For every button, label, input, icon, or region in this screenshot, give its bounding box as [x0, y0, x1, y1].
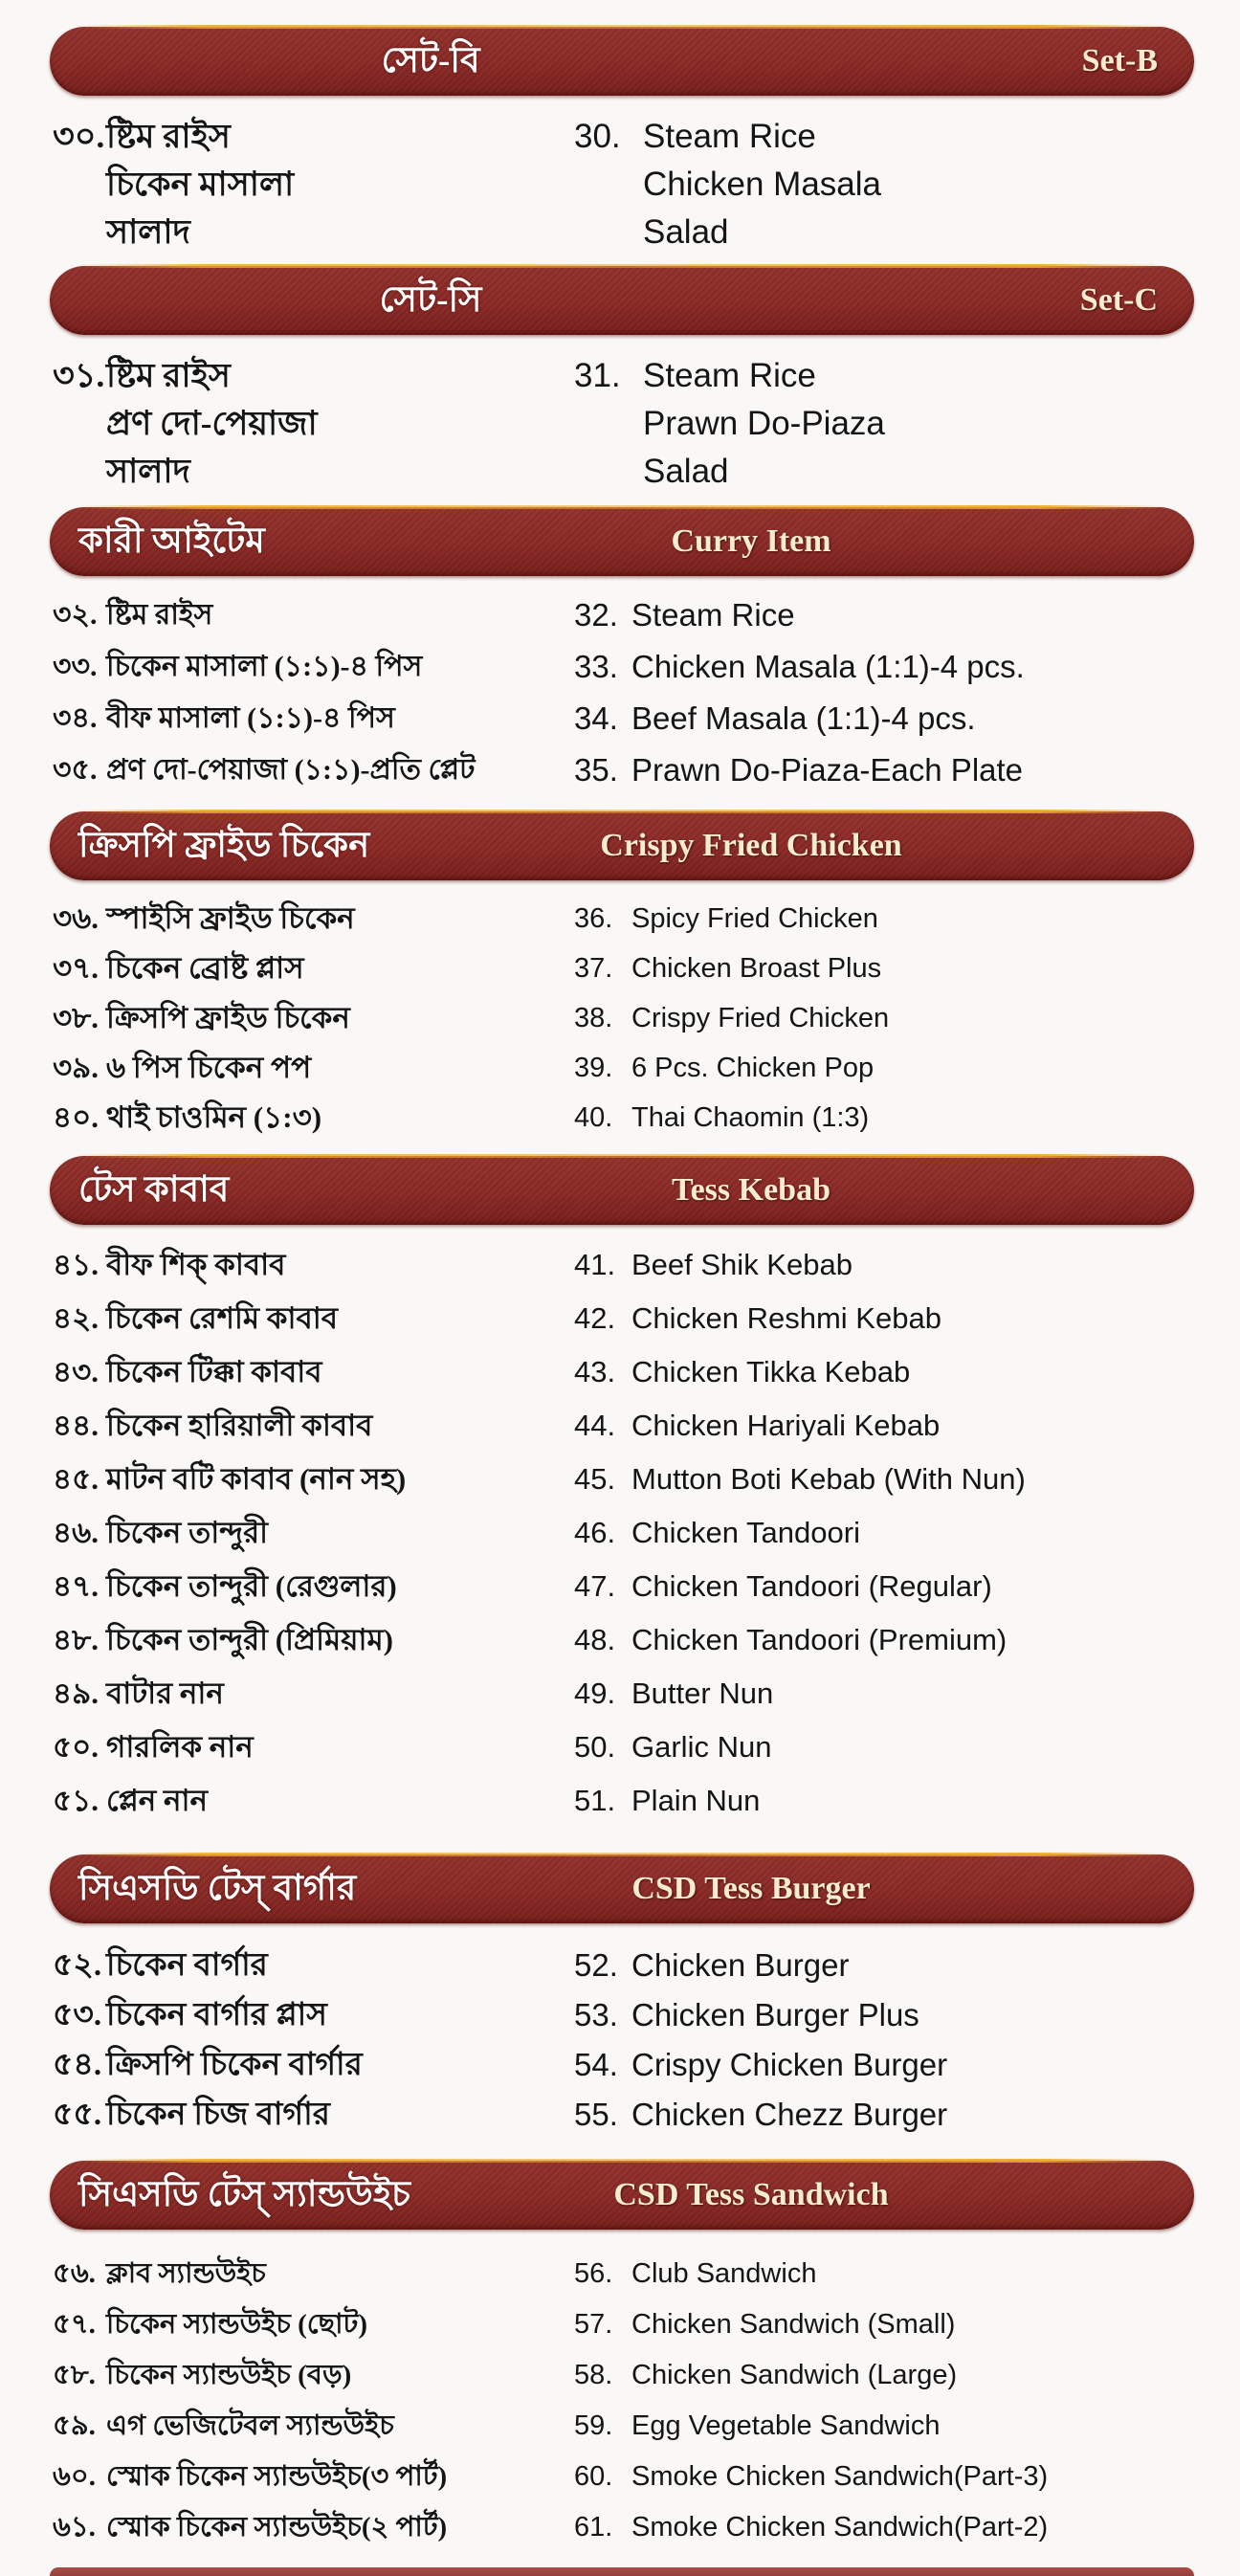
section-items-curry	[53, 589, 1193, 796]
item-number-bengali: ৪৮.	[53, 1623, 99, 1656]
section-header-csd-tess-burger	[50, 1854, 1194, 1923]
menu-item-row	[53, 1721, 1193, 1774]
item-name-english: Steam Rice	[643, 357, 816, 394]
item-name-english: Chicken Hariyali Kebab	[631, 1409, 941, 1442]
menu-item-row	[53, 400, 1193, 448]
item-name-english: Chicken Chezz Burger	[631, 2097, 948, 2132]
item-number-english: 51.	[574, 1784, 616, 1817]
menu-item-row	[53, 2090, 1193, 2140]
section-header-set-b	[50, 27, 1194, 96]
item-number-english: 36.	[574, 903, 613, 934]
item-number-english: 30.	[574, 118, 621, 155]
section-title-english: Tess Kebab	[672, 1172, 830, 1208]
item-number-english: 39.	[574, 1053, 613, 1083]
item-number-english: 55.	[574, 2097, 618, 2132]
menu-item-row	[53, 641, 1193, 693]
item-number-bengali: ৩১.	[53, 357, 105, 394]
item-number-bengali: ৫৮.	[53, 2360, 96, 2390]
section-title-bengali: সেট-সি	[379, 279, 482, 320]
menu-item-row	[53, 744, 1193, 796]
item-number-english: 53.	[574, 1997, 618, 2032]
section-title-english: CSD Tess Burger	[631, 1871, 871, 1906]
menu-item-row	[53, 352, 1193, 400]
item-number-bengali: ৫৩.	[53, 1998, 102, 2032]
menu-item-row	[53, 2502, 1193, 2553]
section-header-crispy-fried-chicken	[50, 811, 1194, 880]
item-number-bengali: ৪৫.	[53, 1462, 99, 1496]
item-number-english: 38.	[574, 1003, 613, 1033]
menu-item-row	[53, 2040, 1193, 2090]
item-name-english: Prawn Do-Piaza-Each Plate	[631, 752, 1024, 788]
item-number-english: 46.	[574, 1516, 616, 1549]
item-name-bengali: ক্লাব স্যান্ডউইচ	[106, 2258, 266, 2289]
item-number-english: 54.	[574, 2047, 618, 2082]
item-number-english: 33.	[574, 649, 618, 684]
item-name-english: Prawn Do-Piaza	[643, 405, 885, 442]
item-name-bengali: চিকেন রেশমি কাবাব	[106, 1301, 338, 1335]
item-name-bengali: চিকেন স্যান্ডউইচ (বড়)	[106, 2360, 352, 2390]
section-header-curry-item	[50, 507, 1194, 576]
item-name-bengali: ষ্টিম রাইস	[106, 599, 213, 631]
menu-item-row	[53, 2350, 1193, 2401]
item-name-english: Beef Shik Kebab	[631, 1248, 852, 1281]
item-name-english: Chicken Masala (1:1)-4 pcs.	[631, 649, 1025, 684]
item-name-bengali: ষ্টিম রাইস	[106, 118, 231, 155]
menu-item-row	[53, 1990, 1193, 2040]
menu-item-row	[53, 589, 1193, 641]
item-name-bengali: চিকেন তান্দুরী	[106, 1516, 269, 1549]
menu-item-row	[53, 1093, 1193, 1143]
next-section-bar-partial	[50, 2567, 1194, 2576]
menu-item-row	[53, 1453, 1193, 1506]
item-number-english: 43.	[574, 1355, 616, 1388]
section-title-english: Curry Item	[671, 523, 831, 559]
item-number-bengali: ৪৬.	[53, 1516, 100, 1549]
item-number-bengali: ৩৩.	[53, 651, 98, 682]
item-number-english: 61.	[574, 2512, 613, 2543]
item-name-bengali: চিকেন চিজ বার্গার	[106, 2098, 330, 2132]
section-title-bengali: টেস কাবাব	[78, 1169, 230, 1210]
menu-item-row	[53, 2401, 1193, 2452]
item-name-bengali: স্মোক চিকেন স্যান্ডউইচ(৩ পার্ট)	[106, 2461, 448, 2492]
item-name-english: Chicken Burger	[631, 1947, 850, 1983]
section-title-english: Crispy Fried Chicken	[600, 828, 902, 863]
item-name-bengali: গারলিক নান	[106, 1730, 254, 1764]
item-name-english: Salad	[643, 213, 729, 251]
item-number-bengali: ৬১.	[53, 2512, 96, 2543]
item-number-english: 45.	[574, 1462, 616, 1496]
item-number-english: 34.	[574, 700, 618, 736]
item-number-bengali: ৫৬.	[53, 2258, 96, 2289]
menu-item-row	[53, 993, 1193, 1043]
menu-item-row	[53, 1560, 1193, 1613]
section-items-set-c	[53, 350, 1193, 496]
item-name-bengali: বাটার নান	[106, 1677, 224, 1710]
item-name-bengali: চিকেন হারিয়ালী কাবাব	[106, 1409, 373, 1442]
item-number-bengali: ৩৫.	[53, 754, 98, 786]
item-name-english: Chicken Sandwich (Small)	[631, 2309, 956, 2340]
menu-item-row	[53, 894, 1193, 944]
item-name-bengali: স্মোক চিকেন স্যান্ডউইচ(২ পার্ট)	[106, 2512, 448, 2543]
item-name-bengali: প্লেন নান	[106, 1784, 208, 1817]
item-name-bengali: বীফ মাসালা (১:১)-৪ পিস	[106, 702, 395, 734]
item-number-english: 56.	[574, 2258, 613, 2289]
item-name-english: Salad	[643, 453, 729, 490]
item-number-bengali: ৩৪.	[53, 702, 98, 734]
item-name-bengali: চিকেন স্যান্ডউইচ (ছোট)	[106, 2309, 368, 2340]
item-name-english: Steam Rice	[631, 597, 795, 633]
menu-item-row	[53, 1613, 1193, 1667]
item-name-english: Chicken Tikka Kebab	[631, 1355, 911, 1388]
menu-item-row	[53, 1774, 1193, 1828]
item-name-bengali: প্রণ দো-পেয়াজা	[106, 405, 318, 442]
item-name-english: Club Sandwich	[631, 2258, 817, 2289]
menu-item-row	[53, 944, 1193, 993]
section-header-csd-tess-sandwich	[50, 2161, 1194, 2230]
section-title-bengali: সেট-বি	[381, 40, 480, 80]
item-number-english: 58.	[574, 2360, 613, 2390]
item-name-bengali: ষ্টিম রাইস	[106, 357, 231, 394]
section-title-bengali: সিএসডি টেস্ বার্গার	[78, 1868, 357, 1908]
item-name-english: Garlic Nun	[631, 1730, 772, 1764]
item-number-bengali: ৩৮.	[53, 1001, 100, 1034]
menu-item-row	[53, 209, 1193, 256]
item-name-bengali: থাই চাওমিন (১:৩)	[106, 1100, 322, 1134]
item-number-english: 42.	[574, 1301, 616, 1335]
item-number-bengali: ৩৯.	[53, 1051, 100, 1084]
item-number-english: 59.	[574, 2410, 613, 2441]
item-name-english: Butter Nun	[631, 1677, 774, 1710]
section-title-english: Set-C	[1079, 282, 1158, 318]
item-number-bengali: ৫৪.	[53, 2048, 102, 2082]
item-name-bengali: ৬ পিস চিকেন পপ	[106, 1051, 312, 1084]
item-number-english: 41.	[574, 1248, 616, 1281]
item-number-bengali: ৬০.	[53, 2461, 96, 2492]
item-number-bengali: ৫০.	[53, 1730, 100, 1764]
item-number-bengali: ৪২.	[53, 1301, 100, 1335]
item-number-english: 47.	[574, 1569, 616, 1603]
item-name-bengali: চিকেন তান্দুরী (রেগুলার)	[106, 1569, 397, 1603]
section-title-english: CSD Tess Sandwich	[613, 2177, 889, 2212]
menu-item-row	[53, 1043, 1193, 1093]
item-number-bengali: ৪০.	[53, 1100, 100, 1134]
item-name-bengali: চিকেন বার্গার	[106, 1948, 268, 1983]
item-number-english: 40.	[574, 1102, 613, 1133]
section-items-set-b	[53, 111, 1193, 256]
section-items-burger	[53, 1941, 1193, 2140]
item-number-english: 57.	[574, 2309, 613, 2340]
item-name-english: Chicken Burger Plus	[631, 1997, 919, 2032]
menu-item-row	[53, 1667, 1193, 1721]
item-number-bengali: ৩৬.	[53, 901, 100, 935]
item-name-bengali: সালাদ	[106, 213, 190, 251]
item-name-english: Spicy Fried Chicken	[631, 903, 878, 934]
item-name-bengali: চিকেন মাসালা (১:১)-৪ পিস	[106, 651, 423, 682]
item-number-bengali: ৩০.	[53, 118, 105, 155]
section-title-bengali: সিএসডি টেস্ স্যান্ডউইচ	[78, 2174, 411, 2214]
item-name-english: Egg Vegetable Sandwich	[631, 2410, 941, 2441]
item-number-bengali: ৫৫.	[53, 2098, 102, 2132]
item-number-english: 50.	[574, 1730, 616, 1764]
item-number-bengali: ৫৯.	[53, 2410, 96, 2441]
menu-item-row	[53, 1506, 1193, 1560]
item-number-bengali: ৪৭.	[53, 1569, 100, 1603]
menu-item-row	[53, 1238, 1193, 1292]
item-name-bengali: চিকেন টিক্কা কাবাব	[106, 1355, 322, 1388]
section-header-tess-kebab	[50, 1156, 1194, 1225]
section-header-set-c	[50, 266, 1194, 335]
item-number-bengali: ৪৩.	[53, 1355, 100, 1388]
menu-item-row	[53, 1292, 1193, 1345]
item-number-english: 31.	[574, 357, 621, 394]
item-number-english: 49.	[574, 1677, 616, 1710]
item-number-bengali: ৪১.	[53, 1248, 99, 1281]
menu-item-row	[53, 448, 1193, 496]
item-name-english: Mutton Boti Kebab (With Nun)	[631, 1462, 1026, 1496]
menu-item-row	[53, 161, 1193, 209]
item-number-english: 44.	[574, 1409, 616, 1442]
item-name-english: Plain Nun	[631, 1784, 761, 1817]
menu-item-row	[53, 2249, 1193, 2299]
item-name-english: Crispy Chicken Burger	[631, 2047, 948, 2082]
item-number-bengali: ৫৭.	[53, 2309, 96, 2340]
item-name-english: Chicken Tandoori (Regular)	[631, 1569, 992, 1603]
section-items-kebab	[53, 1238, 1193, 1828]
item-name-bengali: সালাদ	[106, 453, 190, 490]
menu-item-row	[53, 1941, 1193, 1990]
item-name-english: 6 Pcs. Chicken Pop	[631, 1053, 875, 1083]
item-name-english: Chicken Masala	[643, 166, 881, 203]
item-name-bengali: চিকেন তান্দুরী (প্রিমিয়াম)	[106, 1623, 393, 1656]
item-number-english: 48.	[574, 1623, 616, 1656]
item-name-english: Chicken Sandwich (Large)	[631, 2360, 958, 2390]
item-name-bengali: ক্রিসপি ফ্রাইড চিকেন	[106, 1001, 350, 1034]
section-items-sandwich	[53, 2249, 1193, 2553]
menu-item-row	[53, 1399, 1193, 1453]
item-name-bengali: চিকেন বার্গার প্লাস	[106, 1998, 327, 2032]
item-number-english: 52.	[574, 1947, 618, 1983]
item-name-english: Crispy Fried Chicken	[631, 1003, 890, 1033]
section-title-bengali: ক্রিসপি ফ্রাইড চিকেন	[78, 825, 370, 865]
item-name-english: Steam Rice	[643, 118, 816, 155]
item-number-bengali: ৪৪.	[53, 1409, 99, 1442]
item-number-bengali: ৩২.	[53, 599, 98, 631]
item-name-bengali: এগ ভেজিটেবল স্যান্ডউইচ	[106, 2410, 394, 2441]
item-name-english: Chicken Reshmi Kebab	[631, 1301, 941, 1335]
item-name-bengali: বীফ শিক্ কাবাব	[106, 1248, 286, 1281]
item-number-english: 60.	[574, 2461, 613, 2492]
item-number-bengali: ৫১.	[53, 1784, 99, 1817]
item-number-english: 32.	[574, 597, 618, 633]
menu-item-row	[53, 2299, 1193, 2350]
item-name-bengali: চিকেন মাসালা	[106, 166, 295, 203]
menu-item-row	[53, 693, 1193, 744]
item-number-bengali: ৪৯.	[53, 1677, 99, 1710]
menu-item-row	[53, 2452, 1193, 2502]
menu-item-row	[53, 113, 1193, 161]
item-name-bengali: মাটন বটি কাবাব (নান সহ)	[106, 1462, 407, 1496]
item-name-bengali: ক্রিসপি চিকেন বার্গার	[106, 2048, 363, 2082]
section-items-crispy	[53, 894, 1193, 1143]
item-number-bengali: ৫২.	[53, 1948, 102, 1983]
item-name-bengali: প্রণ দো-পেয়াজা (১:১)-প্রতি প্লেট	[106, 754, 476, 786]
item-number-english: 35.	[574, 752, 618, 788]
item-name-english: Smoke Chicken Sandwich(Part-2)	[631, 2512, 1049, 2543]
item-name-english: Chicken Broast Plus	[631, 953, 882, 984]
item-name-english: Thai Chaomin (1:3)	[631, 1102, 870, 1133]
item-name-english: Chicken Tandoori (Premium)	[631, 1623, 1008, 1656]
item-name-bengali: চিকেন ব্রোষ্ট প্লাস	[106, 951, 304, 985]
section-title-english: Set-B	[1081, 43, 1158, 78]
menu-item-row	[53, 1345, 1193, 1399]
item-name-english: Chicken Tandoori	[631, 1516, 860, 1549]
item-name-english: Beef Masala (1:1)-4 pcs.	[631, 700, 976, 736]
item-number-bengali: ৩৭.	[53, 951, 100, 985]
section-title-bengali: কারী আইটেম	[78, 521, 265, 561]
item-name-bengali: স্পাইসি ফ্রাইড চিকেন	[106, 901, 355, 935]
item-number-english: 37.	[574, 953, 613, 984]
item-name-english: Smoke Chicken Sandwich(Part-3)	[631, 2461, 1049, 2492]
